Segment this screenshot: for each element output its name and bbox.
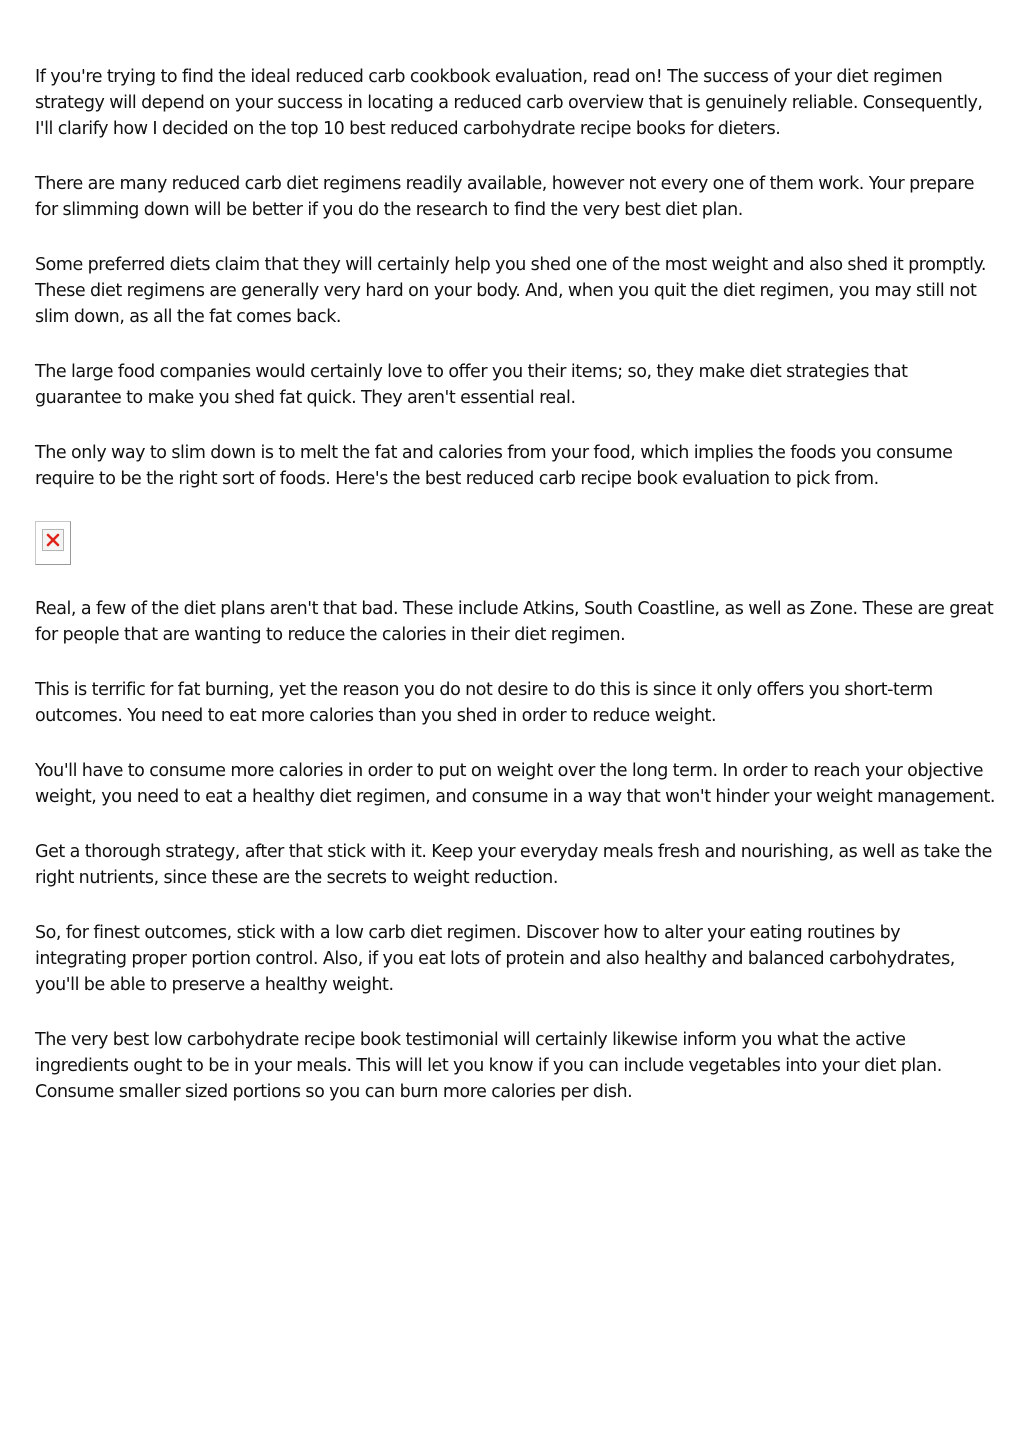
paragraph: Get a thorough strategy, after that stick with it. Keep your everyday meals fresh and nourishing, as well as take the right nutrients, since these are the secrets to weight reduction. xyxy=(35,842,992,888)
broken-image-icon xyxy=(42,529,64,551)
paragraph: This is terrific for fat burning, yet the reason you do not desire to do this is since it only offers you short-term outcomes. You need to eat more calories than you shed in order to reduce weight. xyxy=(35,680,933,726)
broken-image-placeholder xyxy=(35,521,71,565)
paragraph: The large food companies would certainly love to offer you their items; so, they make diet strategies that guarantee to make you shed fat quick. They aren't essential real. xyxy=(35,362,908,408)
paragraph: If you're trying to find the ideal reduced carb cookbook evaluation, read on! The success of your diet regimen strategy will depend on your success in locating a reduced carb overview that is genuinely reliable. Consequently, I'll clarify how I decided on the top 10 best reduced carbohydrate recipe books for dieters. xyxy=(35,67,983,139)
paragraph: You'll have to consume more calories in order to put on weight over the long term. In order to reach your objective weight, you need to eat a healthy diet regimen, and consume in a way that won't hinder your weight management. xyxy=(35,761,995,807)
paragraph: So, for finest outcomes, stick with a low carb diet regimen. Discover how to alter your eating routines by integrating proper portion control. Also, if you eat lots of protein and also healthy and balanced carbohydrates, you'll be able to preserve a healthy weight. xyxy=(35,923,955,995)
article-body xyxy=(35,64,995,1134)
paragraph: Real, a few of the diet plans aren't that bad. These include Atkins, South Coastline, as well as Zone. These are great for people that are wanting to reduce the calories in their diet regimen. xyxy=(35,599,994,645)
paragraph: Some preferred diets claim that they will certainly help you shed one of the most weight and also shed it promptly. These diet regimens are generally very hard on your body. And, when you quit the diet regimen, you may still not slim down, as all the fat comes back. xyxy=(35,255,987,327)
paragraph: There are many reduced carb diet regimens readily available, however not every one of them work. Your prepare for slimming down will be better if you do the research to find the very best diet plan. xyxy=(35,174,975,220)
paragraph: The only way to slim down is to melt the fat and calories from your food, which implies the foods you consume require to be the right sort of foods. Here's the best reduced carb recipe book evaluation to pick from. xyxy=(35,443,953,489)
paragraph: The very best low carbohydrate recipe book testimonial will certainly likewise inform you what the active ingredients ought to be in your meals. This will let you know if you can include vegetables into your diet plan. Consume smaller sized portions so you can burn more calories per dish. xyxy=(35,1030,942,1102)
x-mark-icon xyxy=(46,533,60,547)
